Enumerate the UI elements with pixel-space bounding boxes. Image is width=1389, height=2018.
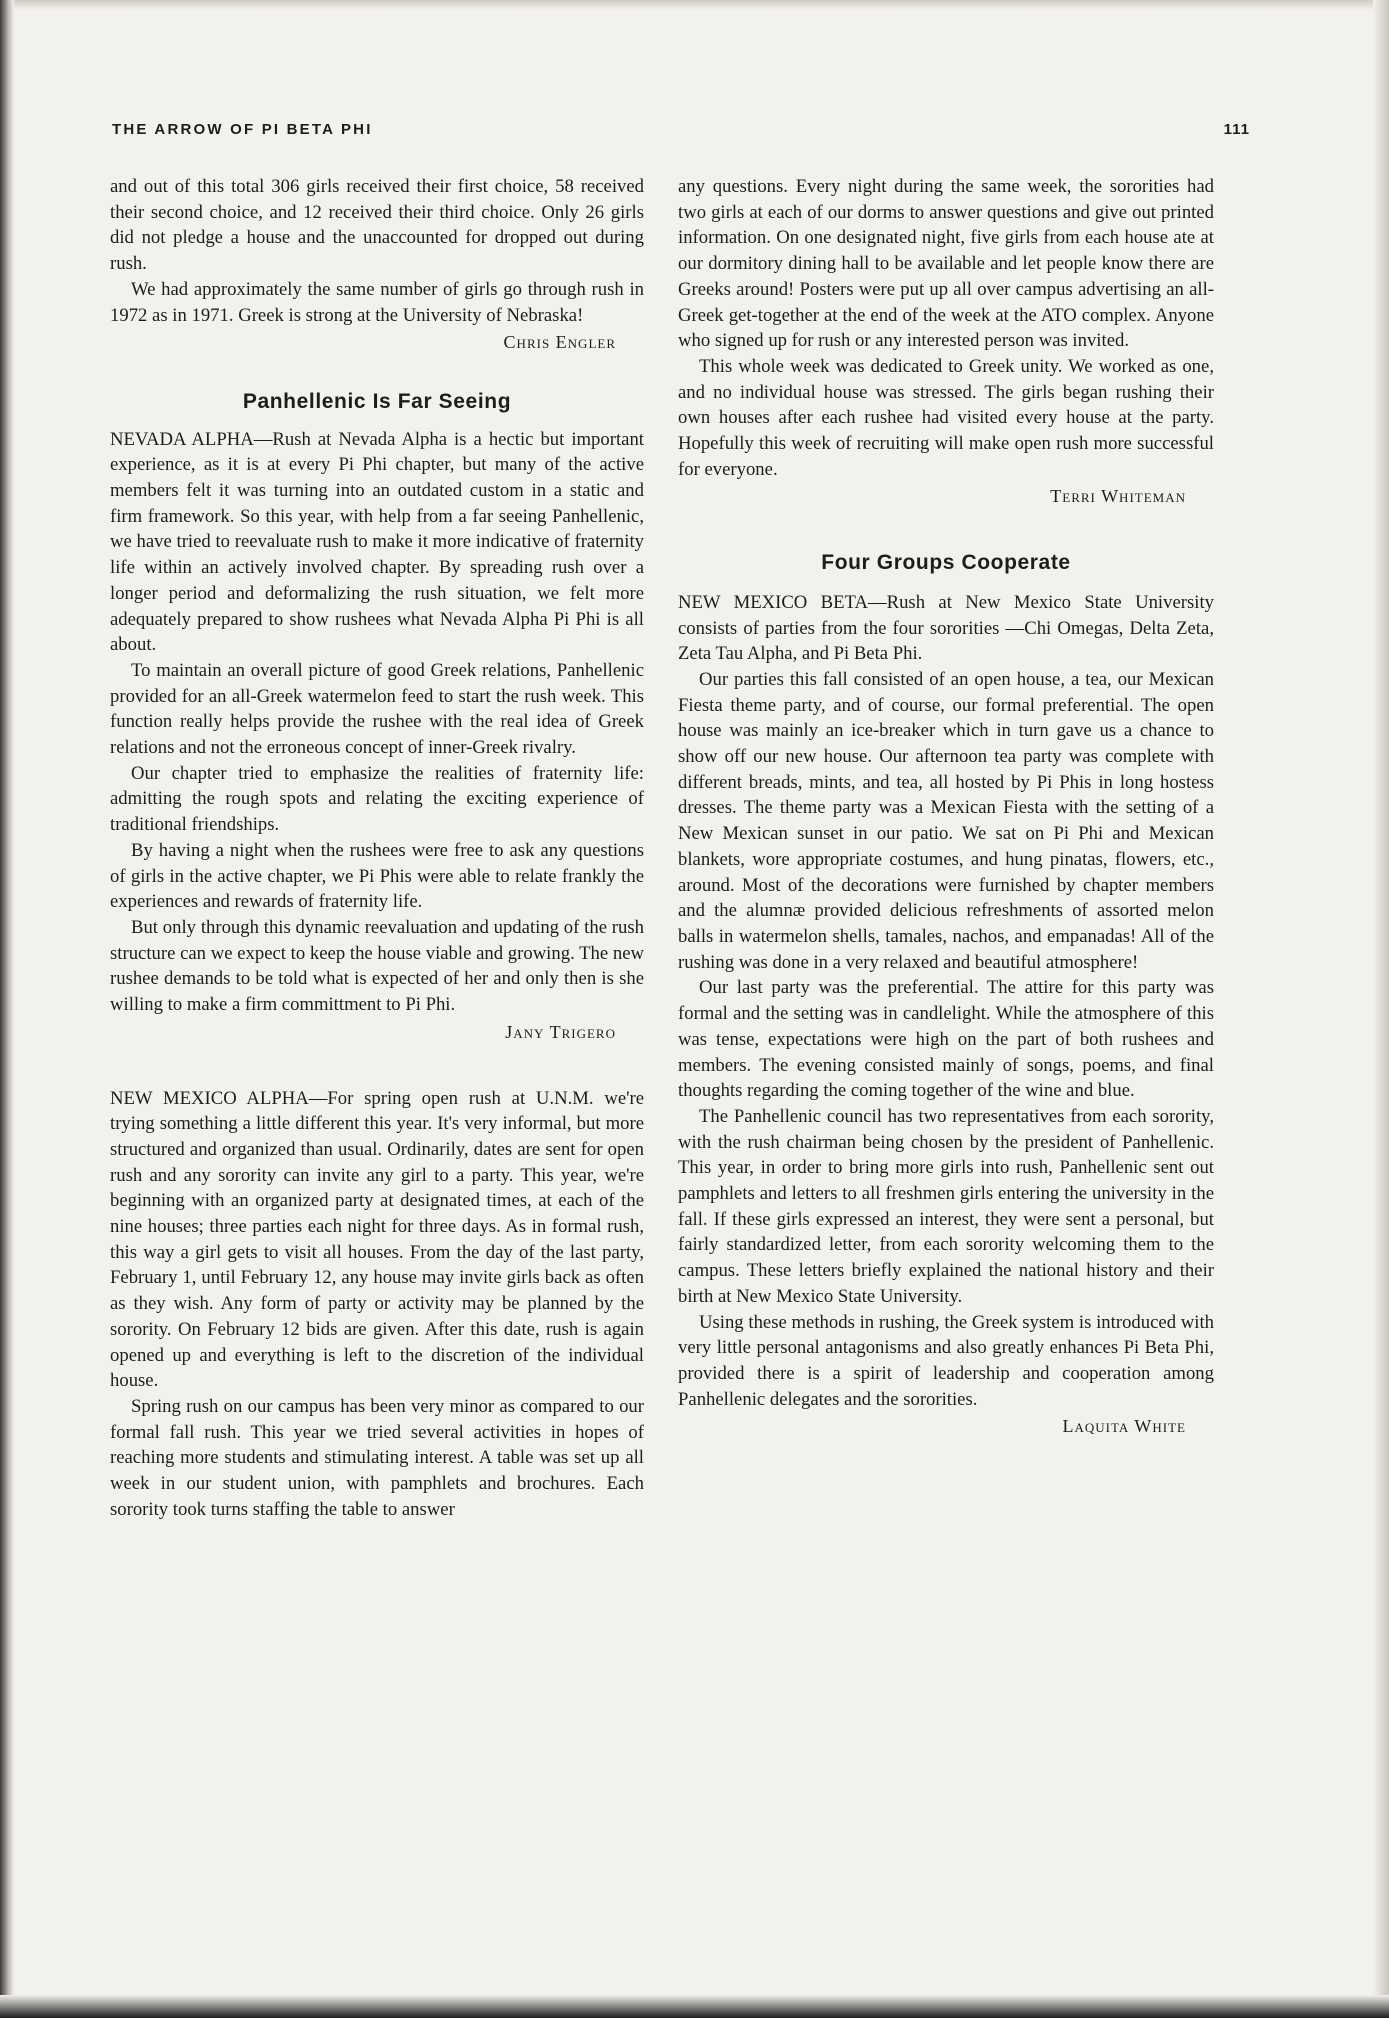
paragraph: Our last party was the preferential. The attire for this party was formal and the setting was in candlelight. While the atmosphere of this was tense, expectations were high on the part of both rushees and members. The evening consisted mainly of songs, poems, and final thoughts regarding the coming together of the wine and blue.	[678, 977, 1214, 1102]
paragraph: Using these methods in rushing, the Greek system is introduced with very little personal antagonisms and also greatly enhances Pi Beta Phi, provided there is a spirit of leadership and cooperation among Panhellenic delegates and the sororities.	[678, 1311, 1214, 1410]
section-gap	[110, 1046, 644, 1086]
left-column	[110, 174, 644, 1522]
article-heading: Panhellenic Is Far Seeing	[242, 389, 512, 413]
paragraph: Spring rush on our campus has been very minor as compared to our formal fall rush. This year we tried several activities in hopes of reaching more students and stimulating interest. A table was set up all week in our student union, with pamphlets and brochures. Each sorority took turns staffing the table to answer	[110, 1395, 644, 1520]
paragraph: We had approximately the same number of girls go through rush in 1972 as in 1971. Greek is strong at the University of Nebraska!	[110, 278, 644, 326]
journal-title: THE ARROW OF PI BETA PHI	[112, 121, 373, 138]
author-signature: Jany Trigero	[505, 1021, 616, 1042]
paragraph: and out of this total 306 girls received their first choice, 58 received their second choice, and 12 received their third choice. Only 26 girls did not pledge a house and the unaccounted for dropped out during rush.	[110, 176, 644, 275]
author-signature: Chris Engler	[503, 332, 616, 353]
paragraph: The Panhellenic council has two representatives from each sorority, with the rush chairman being chosen by the president of Panhellenic. This year, in order to bring more girls into rush, Panhellenic sent out pamphlets and letters to all freshmen girls entering the university in the fall. If these girls expressed an interest, they were sent a personal, but fairly standardized letter, from each sorority welcoming them to the campus. These letters briefly explained the national history and their birth at New Mexico State University.	[678, 1105, 1214, 1307]
scan-edge-right	[1373, 0, 1389, 2018]
scan-edge-left	[0, 0, 14, 2018]
scan-edge-bottom	[0, 1995, 1389, 2018]
page-number: 111	[1223, 121, 1250, 138]
paragraph: But only through this dynamic reevaluation and updating of the rush structure can we expect to keep the house viable and growing. The new rushee demands to be told what is expected of her and only then is she willing to make a firm committment to Pi Phi.	[110, 916, 644, 1016]
paragraph: Our chapter tried to emphasize the realities of fraternity life: admitting the rough spots and relating the exciting experience of traditional friendships.	[110, 762, 644, 836]
scan-edge-top	[0, 0, 1389, 10]
paragraph: NEW MEXICO ALPHA—For spring open rush at U.N.M. we're trying something a little different this year. It's very informal, but more structured and organized than usual. Ordinarily, dates are sent for open rush and any sorority can invite any girl to a party. This year, we're beginning with an organized party at designated times, at each of the nine houses; three parties each night for three days. As in formal rush, this way a girl gets to visit all houses. From the day of the last party, February 1, until February 12, any house may invite girls back as often as they wish. Any form of party or activity may be planned by the sorority. On February 12 bids are given. After this date, rush is again opened up and everything is left to the discretion of the individual house.	[110, 1087, 644, 1392]
paragraph: Our parties this fall consisted of an open house, a tea, our Mexican Fiesta theme party, and of course, our formal preferential. The open house was mainly an ice-breaker which in turn gave us a chance to show off our new house. Our afternoon tea party was complete with different breads, mints, and tea, all hosted by Pi Phis in long hostess dresses. The theme party was a Mexican Fiesta with the setting of a New Mexican sunset in our patio. We sat on Pi Phi and Mexican blankets, wore appropriate costumes, and hung pinatas, flowers, etc., around. Most of the decorations were furnished by chapter members and the alumnæ provided delicious refreshments of assorted melon balls in watermelon shells, tamales, nachos, and empanadas! All of the rushing was done in a very relaxed and beautiful atmosphere!	[678, 668, 1214, 973]
paragraph: By having a night when the rushees were free to ask any questions of girls in the active chapter, we Pi Phis were able to relate frankly the experiences and rewards of fraternity life.	[110, 839, 644, 913]
paragraph: NEW MEXICO BETA—Rush at New Mexico State University consists of parties from the four sororities —Chi Omegas, Delta Zeta, Zeta Tau Alpha, and Pi Beta Phi.	[678, 591, 1214, 665]
paragraph: This whole week was dedicated to Greek unity. We worked as one, and no individual house was stressed. The girls began rushing their own houses after each rushee had visited every house at the party. Hopefully this week of recruiting will make open rush more successful for everyone.	[678, 355, 1214, 480]
right-column	[678, 174, 1214, 1440]
paragraph: any questions. Every night during the same week, the sororities had two girls at each of our dorms to answer questions and give out printed information. On one designated night, five girls from each house ate at our dormitory dining hall to be available and let people know there are Greeks around! Posters were put up all over campus advertising an all-Greek get-together at the end of the week at the ATO complex. Anyone who signed up for rush or any interested person was invited.	[678, 176, 1214, 352]
author-signature: Terri Whiteman	[1050, 486, 1186, 507]
paragraph: NEVADA ALPHA—Rush at Nevada Alpha is a hectic but important experience, as it is at every Pi Phi chapter, but many of the active members felt it was turning into an outdated custom in a static and firm framework. So this year, with help from a far seeing Panhellenic, we have tried to reevaluate rush to make it more indicative of fraternity life within an actively involved chapter. By spreading rush over a longer period and deformalizing the rush situation, we felt more adequately prepared to show rushees what Nevada Alpha Pi Phi is all about.	[110, 428, 644, 656]
running-head	[112, 121, 1250, 143]
author-signature: Laquita White	[1062, 1416, 1186, 1437]
paragraph: To maintain an overall picture of good Greek relations, Panhellenic provided for an all-Greek watermelon feed to start the rush week. This function really helps provide the rushee with the real idea of Greek relations and not the erroneous concept of inner-Greek rivalry.	[110, 659, 644, 759]
article-heading: Four Groups Cooperate	[821, 551, 1071, 575]
